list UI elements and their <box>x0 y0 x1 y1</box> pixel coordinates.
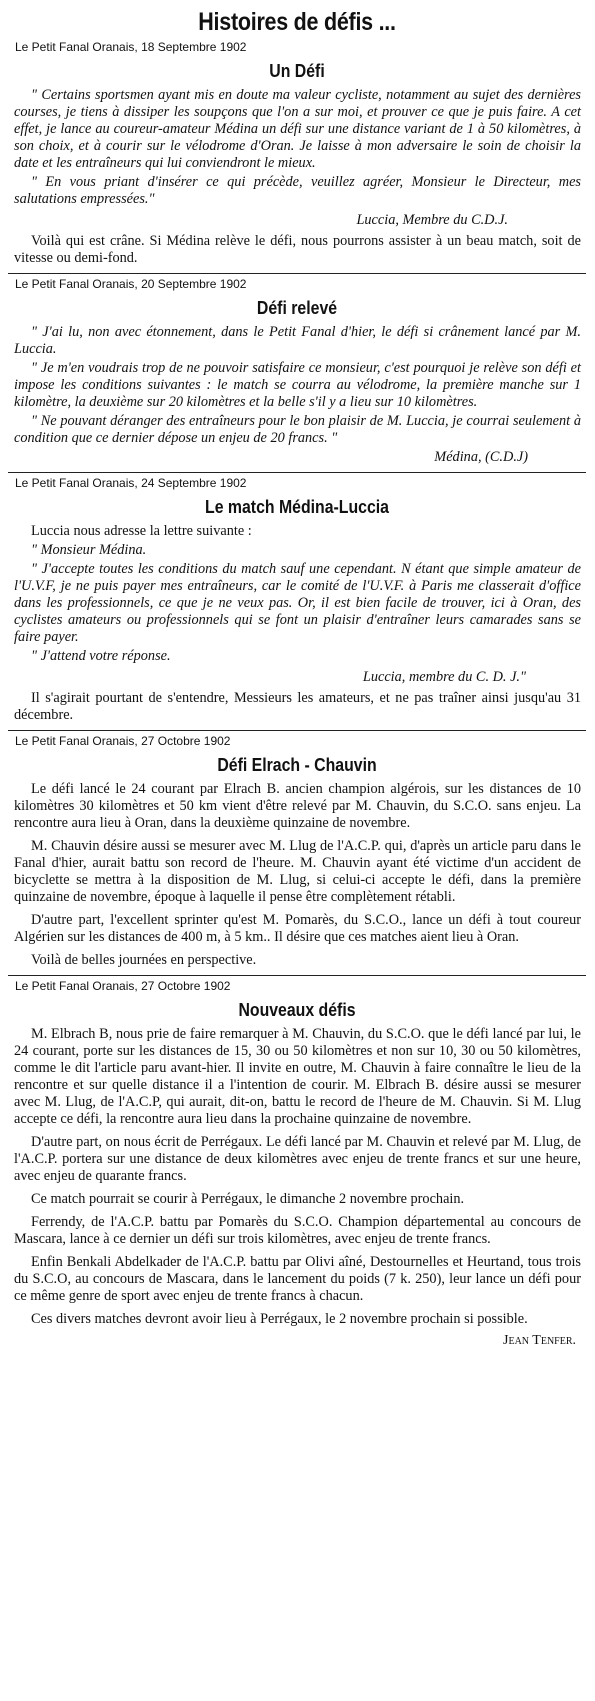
article-signature: Luccia, membre du C. D. J." <box>362 669 526 685</box>
article-paragraph: " J'ai lu, non avec étonnement, dans le Petit Fanal d'hier, le défi si crânement lancé par M. Luccia. <box>14 324 581 357</box>
article-source: Le Petit Fanal Oranais, 27 Octobre 1902 <box>15 979 231 993</box>
section-divider <box>8 975 586 976</box>
article-paragraph: " En vous priant d'insérer ce qui précède, veuillez agréer, Monsieur le Directeur, mes salutations empressées." <box>14 174 581 207</box>
article-match-medina-luccia <box>8 476 586 724</box>
article-heading: Un Défi <box>269 61 325 81</box>
article-source: Le Petit Fanal Oranais, 27 Octobre 1902 <box>15 734 231 748</box>
article-paragraph: Le défi lancé le 24 courant par Elrach B. ancien champion algérois, sur les distances de 10 kilomètres 30 kilomètres et 50 km vient d'être relevé par M. Chauvin, du S.C.O. sans enjeu. La rencontre aura lieu à Oran, dans la deuxième quinzaine de novembre. <box>14 781 581 831</box>
article-paragraph: Ces divers matches devront avoir lieu à Perrégaux, le 2 novembre prochain si possible. <box>31 1311 528 1327</box>
article-signature: Médina, (C.D.J) <box>434 449 528 465</box>
article-paragraph: Voilà qui est crâne. Si Médina relève le défi, nous pourrons assister à un beau match, soit de vitesse ou demi-fond. <box>14 233 581 266</box>
article-paragraph: D'autre part, l'excellent sprinter qu'est M. Pomarès, du S.C.O., lance un défi à tout coureur Algérien sur les distances de 400 m, à 5 km.. Il désire que ces matches aient lieu à Oran. <box>14 912 581 945</box>
article-paragraph: D'autre part, on nous écrit de Perrégaux. Le défi lancé par M. Chauvin et relevé par M. Llug, de l'A.C.P. portera sur une distance de deux kilomètres avec enjeu de trente francs et sur une heure, avec enjeu de quarante francs. <box>14 1134 581 1184</box>
author-signature: Jean Tenfer. <box>503 1333 576 1348</box>
article-heading: Nouveaux défis <box>238 1000 356 1020</box>
article-signature: Luccia, Membre du C.D.J. <box>356 212 508 228</box>
article-nouveaux-defis <box>8 979 586 1349</box>
article-heading: Le match Médina-Luccia <box>205 497 389 517</box>
article-source: Le Petit Fanal Oranais, 24 Septembre 1902 <box>15 476 247 490</box>
article-defi-releve <box>8 277 586 466</box>
section-divider <box>8 730 586 731</box>
article-paragraph: " Certains sportsmen ayant mis en doute ma valeur cycliste, notamment au sujet des dernières courses, je tiens à dissiper les soupçons que l'on a sur moi, et prouver ce que je puis faire. A cet effet, je lance au coureur-amateur Médina un défi sur une distance variant de 1 à 50 kilomètres, à son choix, et à courir sur le vélodrome d'Oran. Je laisse à mon adversaire le soin de choisir la date et les entraîneurs qui lui conviendront le mieux. <box>14 87 581 171</box>
article-heading: Défi relevé <box>256 298 338 318</box>
article-paragraph: Ce match pourrait se courir à Perrégaux, le dimanche 2 novembre prochain. <box>31 1191 465 1207</box>
article-sheet <box>8 4 586 1355</box>
article-paragraph: " Ne pouvant déranger des entraîneurs pour le bon plaisir de M. Luccia, je courrai seulement à condition que ce dernier dépose un enjeu de 20 francs. " <box>14 413 581 446</box>
article-intro: Luccia nous adresse la lettre suivante : <box>31 523 252 539</box>
article-paragraph: " Je m'en voudrais trop de ne pouvoir satisfaire ce monsieur, c'est pourquoi je relève son défi et impose les conditions suivantes : le match se courra au vélodrome, la première manche sur 1 kilomètre, la deuxième sur 20 kilomètres et la belle s'il y a lieu sur 10 kilomètres. <box>14 360 581 410</box>
article-paragraph: Ferrendy, de l'A.C.P. battu par Pomarès du S.C.O. Champion départemental au concours de Mascara, lance à ce dernier un défi sur trois kilomètres, avec enjeu de trente francs. <box>14 1214 581 1247</box>
article-paragraph: Il s'agirait pourtant de s'entendre, Messieurs les amateurs, et ne pas traîner ainsi jusqu'au 31 décembre. <box>14 690 581 723</box>
section-divider <box>8 472 586 473</box>
article-paragraph: Voilà de belles journées en perspective. <box>31 952 257 968</box>
page-title: Histoires de défis ... <box>198 8 396 36</box>
article-paragraph: " J'accepte toutes les conditions du match sauf une cependant. N étant que simple amateur de l'U.V.F, je ne puis payer mes entraîneurs, car le comité de l'U.V.F. à Paris me classerait d'office dans les professionnels, ce que je ne veux pas. Or, il est bien facile de trouver, ici à Oran, des cyclistes amateurs ou professionnels qui se font un plaisir d'entraîner leurs camarades sans se faire payer. <box>14 561 581 645</box>
section-divider <box>8 273 586 274</box>
article-un-defi <box>8 40 586 267</box>
article-paragraph: M. Chauvin désire aussi se mesurer avec M. Llug de l'A.C.P. qui, d'après un article paru dans le Fanal d'hier, aurait battu son record de l'heure. M. Chauvin ayant été victime d'un accident de bicyclette se mettra à la disposition de M. Llug, si celui-ci accepte le défi, dans la première quinzaine de novembre, époque à laquelle il pense être complètement rétabli. <box>14 838 581 905</box>
article-paragraph: M. Elbrach B, nous prie de faire remarquer à M. Chauvin, du S.C.O. que le défi lancé par lui, le 24 courant, porte sur les distances de 15, 30 ou 50 kilomètres et non sur 10, 30 ou 50 kilomètres, comme le dit l'article paru avant-hier. Il invite en outre, M. Chauvin à faire connaître le lieu de la rencontre et sur quelle distance il a l'intention de courir. M. Elbrach B. désire aussi se mesurer avec M. Llug, de l'A.C.P, qui aurait, dit-on, battu le record de l'heure de M. Chauvin. Si M. Llug accepte ce défi, la rencontre aura lieu dans la prochaine quinzaine de novembre. <box>14 1026 581 1127</box>
article-paragraph: " Monsieur Médina. <box>31 542 147 558</box>
article-paragraph: Enfin Benkali Abdelkader de l'A.C.P. battu par Olivi aîné, Destournelles et Heurtand, tous trois du S.C.O, au concours de Mascara, dans le lancement du poids (7 k. 250), leur lance un défi pour ce même genre de sport avec enjeu de trente francs à chacun. <box>14 1254 581 1304</box>
article-defi-elrach-chauvin <box>8 734 586 969</box>
article-source: Le Petit Fanal Oranais, 18 Septembre 1902 <box>15 40 247 54</box>
article-heading: Défi Elrach - Chauvin <box>217 755 377 775</box>
article-paragraph: " J'attend votre réponse. <box>31 648 171 664</box>
article-source: Le Petit Fanal Oranais, 20 Septembre 1902 <box>15 277 247 291</box>
